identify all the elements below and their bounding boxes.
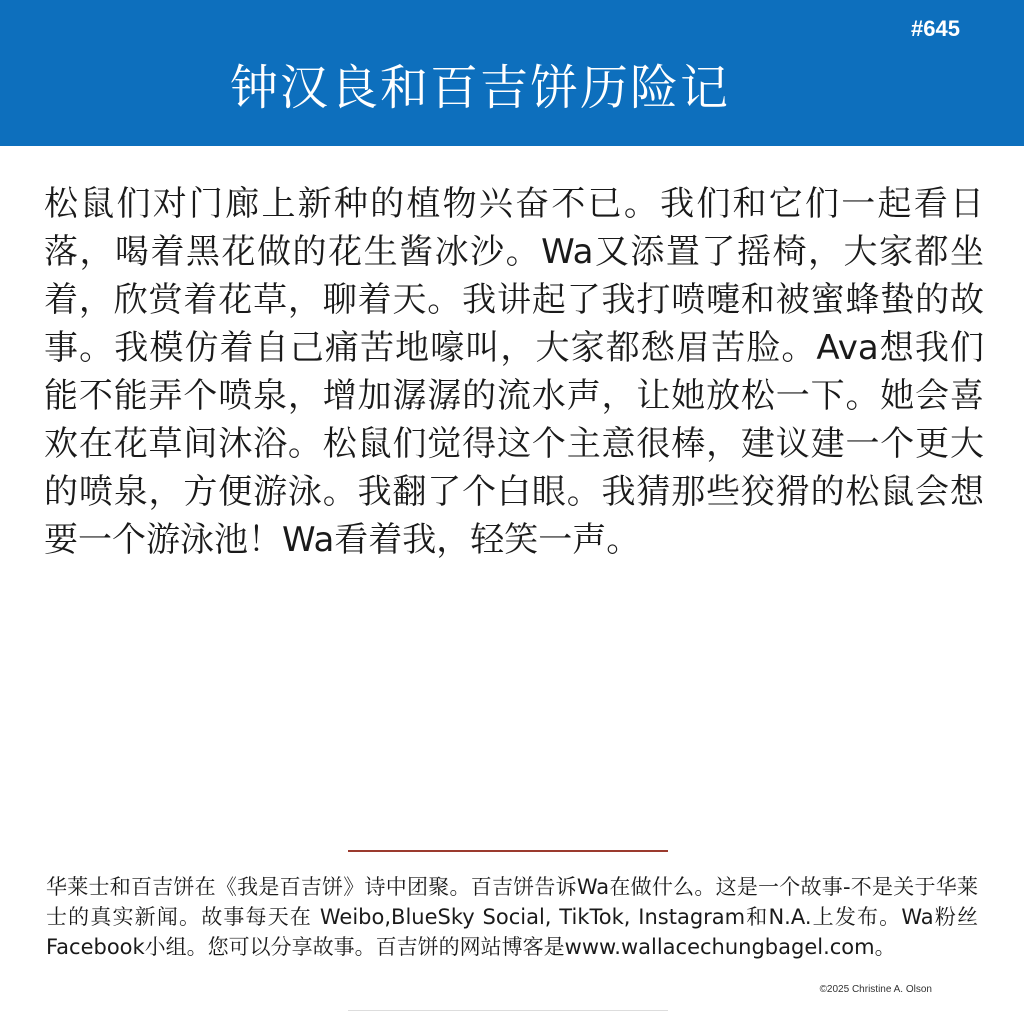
issue-number: #645 (911, 16, 960, 41)
divider-line (348, 850, 668, 852)
story-text: 松鼠们对门廊上新种的植物兴奋不已。我们和它们一起看日落，喝着黑花做的花生酱冰沙。Wa又添置了摇椅，大家都坐着，欣赏着花草，聊着天。我讲起了我打喷嚏和被蜜蜂蛰的故事。我模仿着自己痛苦地嚎叫，大家都愁眉苦脸。Ava想我们能不能弄个喷泉，增加潺潺的流水声，让她放松一下。她会喜欢在花草间沐浴。松鼠们觉得这个主意很棒，建议建一个更大的喷泉，方便游泳。我翻了个白眼。我猜那些狡猾的松鼠会想要一个游泳池！Wa看着我，轻笑一声。 (44, 184, 984, 560)
copyright-text: ©2025 Christine A. Olson (819, 984, 932, 995)
footer-note: 华莱士和百吉饼在《我是百吉饼》诗中团聚。百吉饼告诉Wa在做什么。这是一个故事-不是关于华莱士的真实新闻。故事每天在 Weibo,BlueSky Social, TikTok, Instagram和N.A.上发布。Wa粉丝Facebook小组。您可以分享故事。百吉饼的网站博客是www.wallacechungbagel.com。 (46, 875, 978, 959)
page-title: 钟汉良和百吉饼历险记 (229, 60, 730, 116)
bottom-rule (348, 1010, 668, 1011)
header-banner (0, 0, 1024, 146)
